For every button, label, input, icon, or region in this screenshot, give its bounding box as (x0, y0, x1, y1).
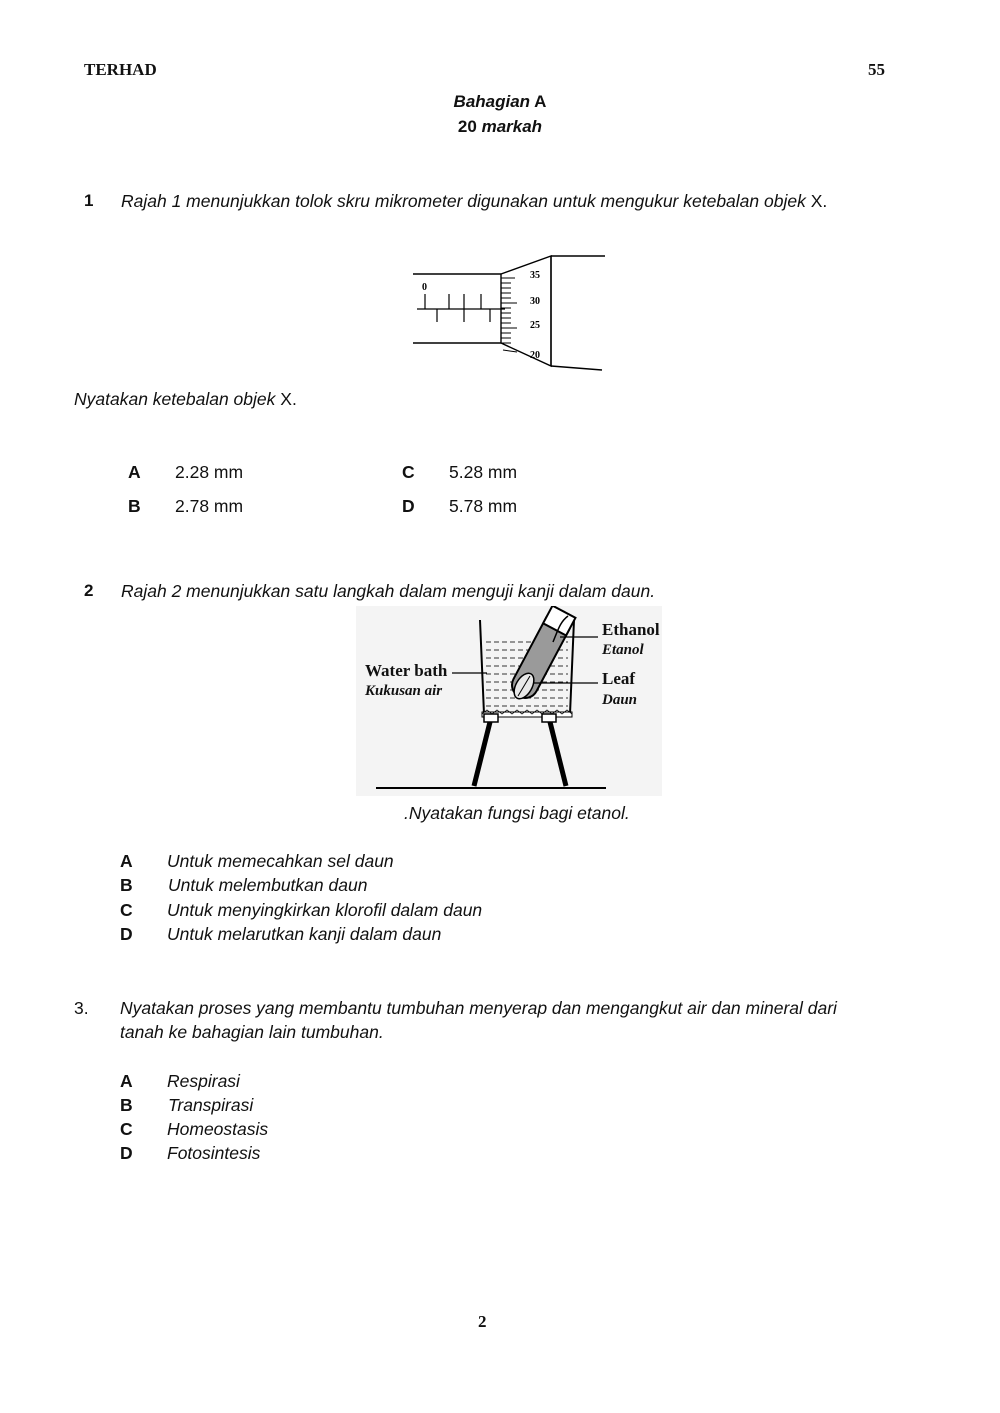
q3-option-a-text[interactable]: Respirasi (167, 1071, 240, 1091)
section-marks (0, 117, 1000, 137)
q2-option-a-letter[interactable]: A (120, 851, 133, 871)
leaf-label-ms: Daun (602, 692, 638, 708)
q3-stem-line1: Nyatakan proses yang membantu tumbuhan menyerap dan mengangkut air dan mineral dari (120, 998, 837, 1018)
header-label: TERHAD (84, 60, 157, 79)
ethanol-label-ms: Etanol (602, 642, 644, 658)
q3-option-b-letter[interactable]: B (120, 1095, 133, 1115)
q1-number: 1 (84, 191, 94, 210)
q3-number: 3. (74, 998, 89, 1018)
leaf-label-en: Leaf (602, 669, 636, 688)
thimble-label-20: 20 (530, 350, 540, 361)
q2-number: 2 (84, 581, 94, 600)
q1-option-d-letter[interactable]: D (402, 496, 415, 516)
q2-option-b-letter[interactable]: B (120, 875, 133, 895)
q2-stem: Rajah 2 menunjukkan satu langkah dalam menguji kanji dalam daun. (121, 581, 656, 601)
header-page-code: 55 (868, 60, 885, 79)
section-title (0, 92, 1000, 112)
q1-option-a-text[interactable]: 2.28 mm (175, 462, 244, 482)
q1-prompt (74, 389, 297, 410)
q1-stem (121, 191, 827, 212)
q1-option-c-text[interactable]: 5.28 mm (449, 462, 518, 482)
q3-option-c-text[interactable]: Homeostasis (167, 1119, 269, 1139)
micrometer-zero-label: 0 (422, 282, 427, 293)
q3-option-a-letter[interactable]: A (120, 1071, 133, 1091)
ethanol-label-en: Ethanol (602, 620, 660, 639)
waterbath-label-ms: Kukusan air (365, 683, 443, 699)
q1-prompt-object: X. (280, 389, 297, 409)
section-marks-word: markah (481, 117, 543, 136)
q2-option-a-text[interactable]: Untuk memecahkan sel daun (167, 851, 394, 871)
q1-stem-text: Rajah 1 menunjukkan tolok skru mikrometer digunakan untuk mengukur ketebalan objek (121, 191, 806, 211)
q1-stem-object: X. (810, 191, 828, 211)
thimble-label-30: 30 (530, 296, 540, 307)
waterbath-label-en: Water bath (365, 661, 448, 680)
q1-option-d-text[interactable]: 5.78 mm (449, 496, 518, 516)
q3-option-b-text[interactable]: Transpirasi (168, 1095, 254, 1115)
q1-option-c-letter[interactable]: C (402, 462, 415, 482)
q1-option-b-letter[interactable]: B (128, 496, 141, 516)
q2-prompt: .Nyatakan fungsi bagi etanol. (404, 803, 630, 823)
section-title-letter: A (534, 92, 547, 111)
q2-option-c-letter[interactable]: C (120, 900, 133, 920)
q2-option-d-letter[interactable]: D (120, 924, 133, 944)
section-marks-number: 20 (457, 117, 477, 136)
q3-option-c-letter[interactable]: C (120, 1119, 133, 1139)
q2-option-c-text[interactable]: Untuk menyingkirkan klorofil dalam daun (167, 900, 483, 920)
q2-option-d-text[interactable]: Untuk melarutkan kanji dalam daun (167, 924, 442, 944)
q3-stem-line2: tanah ke bahagian lain tumbuhan. (120, 1022, 384, 1042)
q1-option-a-letter[interactable]: A (128, 462, 141, 482)
q1-prompt-text: Nyatakan ketebalan objek (74, 389, 276, 409)
q2-option-b-text[interactable]: Untuk melembutkan daun (168, 875, 368, 895)
q3-option-d-text[interactable]: Fotosintesis (167, 1143, 261, 1163)
q3-option-d-letter[interactable]: D (120, 1143, 133, 1163)
page-number: 2 (478, 1312, 487, 1331)
water-bath-figure (356, 606, 662, 796)
thimble-label-25: 25 (530, 320, 540, 331)
thimble-label-35: 35 (530, 270, 540, 281)
section-title-word: Bahagian (453, 92, 531, 111)
micrometer-figure (405, 244, 615, 380)
q1-option-b-text[interactable]: 2.78 mm (175, 496, 244, 516)
